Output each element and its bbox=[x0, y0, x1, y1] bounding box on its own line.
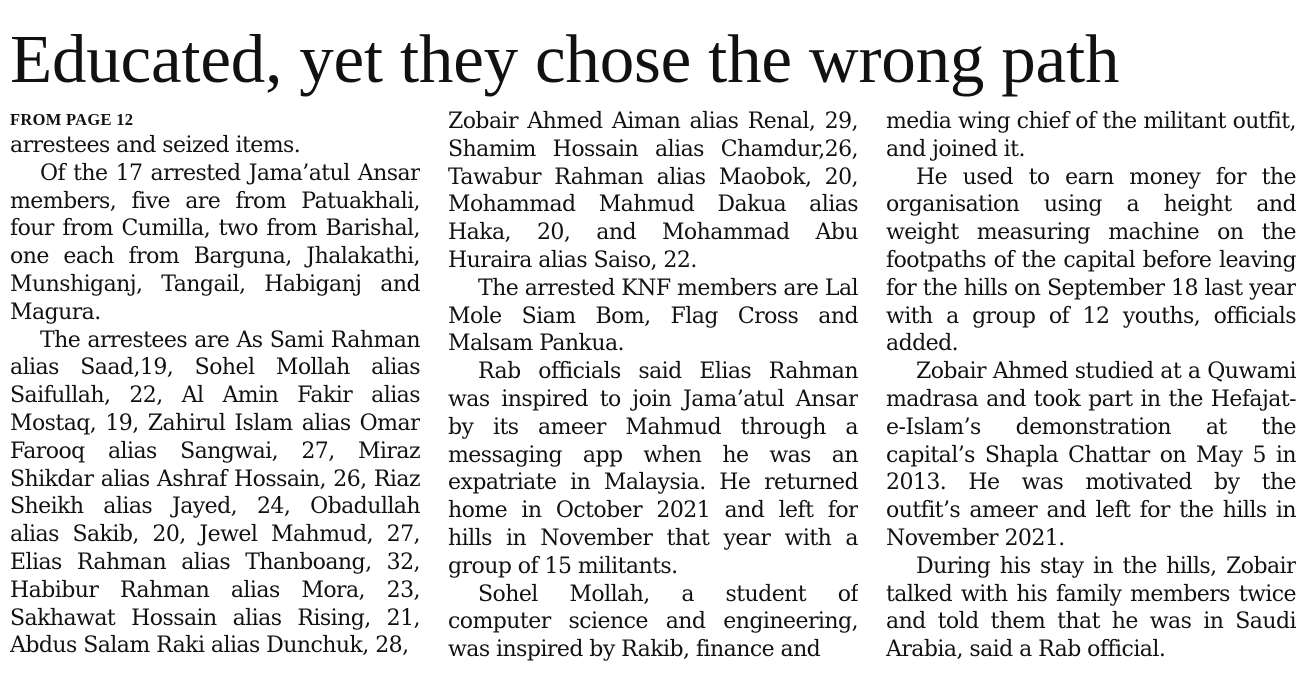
paragraph: He used to earn money for the organisation using a height and weight measuring machine on the footpaths of the capital before leaving for the hills on September 18 last year with a group of 12 youths, officials added. bbox=[886, 164, 1296, 357]
paragraph: During his stay in the hills, Zobair talked with his family members twice and told them that he was in Saudi Arabia, said a Rab official. bbox=[886, 553, 1296, 663]
article-column-3 bbox=[886, 108, 1296, 668]
article-column-1 bbox=[10, 108, 420, 668]
paragraph: arrestees and seized items. bbox=[10, 133, 301, 158]
paragraph: Sohel Mollah, a student of computer science and engineering, was inspired by Rakib, finance and bbox=[448, 581, 858, 663]
headline: Educated, yet they chose the wrong path bbox=[10, 21, 1120, 97]
paragraph: Rab officials said Elias Rahman was inspired to join Jama’atul Ansar by its ameer Mahmud through a messaging app when he was an expatriate in Malaysia. He returned home in October 2021 and left for hills in November that year with a group of 15 militants. bbox=[448, 359, 858, 579]
paragraph: Zobair Ahmed Aiman alias Renal, 29, Shamim Hossain alias Chamdur,26, Tawabur Rahman alias Maobok, 20, Mohammad Mahmud Dakua alias Haka, 20, and Mohammad Abu Huraira alias Saiso, 22. bbox=[448, 109, 858, 273]
article-column-2 bbox=[448, 108, 858, 668]
paragraph: Zobair Ahmed studied at a Quwami madrasa and took part in the Hefajat-e-Islam’s demonstration at the capital’s Shapla Chattar on May 5 in 2013. He was motivated by the outfit’s ameer and left for the hills in November 2021. bbox=[886, 359, 1296, 551]
paragraph: The arrestees are As Sami Rahman alias Saad,19, Sohel Mollah alias Saifullah, 22, Al Amin Fakir alias Mostaq, 19, Zahirul Islam alias Omar Farooq alias Sangwai, 27, Miraz Shikdar alias Ashraf Hossain, 26, Riaz Sheikh alias Jayed, 24, Obadullah alias Sakib, 20, Jewel Mahmud, 27, Elias Rahman alias Thanboang, 32, Habibur Rahman alias Mora, 23, Sakhawat Hossain alias Rising, 21, Abdus Salam Raki alias Dunchuk, 28, bbox=[10, 327, 420, 659]
paragraph: media wing chief of the militant outfit, and joined it. bbox=[886, 109, 1296, 162]
paragraph: The arrested KNF members are Lal Mole Siam Bom, Flag Cross and Malsam Pankua. bbox=[448, 275, 858, 357]
paragraph: Of the 17 arrested Jama’atul Ansar members, five are from Patuakhali, four from Cumilla, two from Barishal, one each from Barguna, Jhalakathi, Munshiganj, Tangail, Habiganj and Magura. bbox=[10, 160, 420, 325]
continuation-kicker: FROM PAGE 12 bbox=[10, 110, 134, 129]
